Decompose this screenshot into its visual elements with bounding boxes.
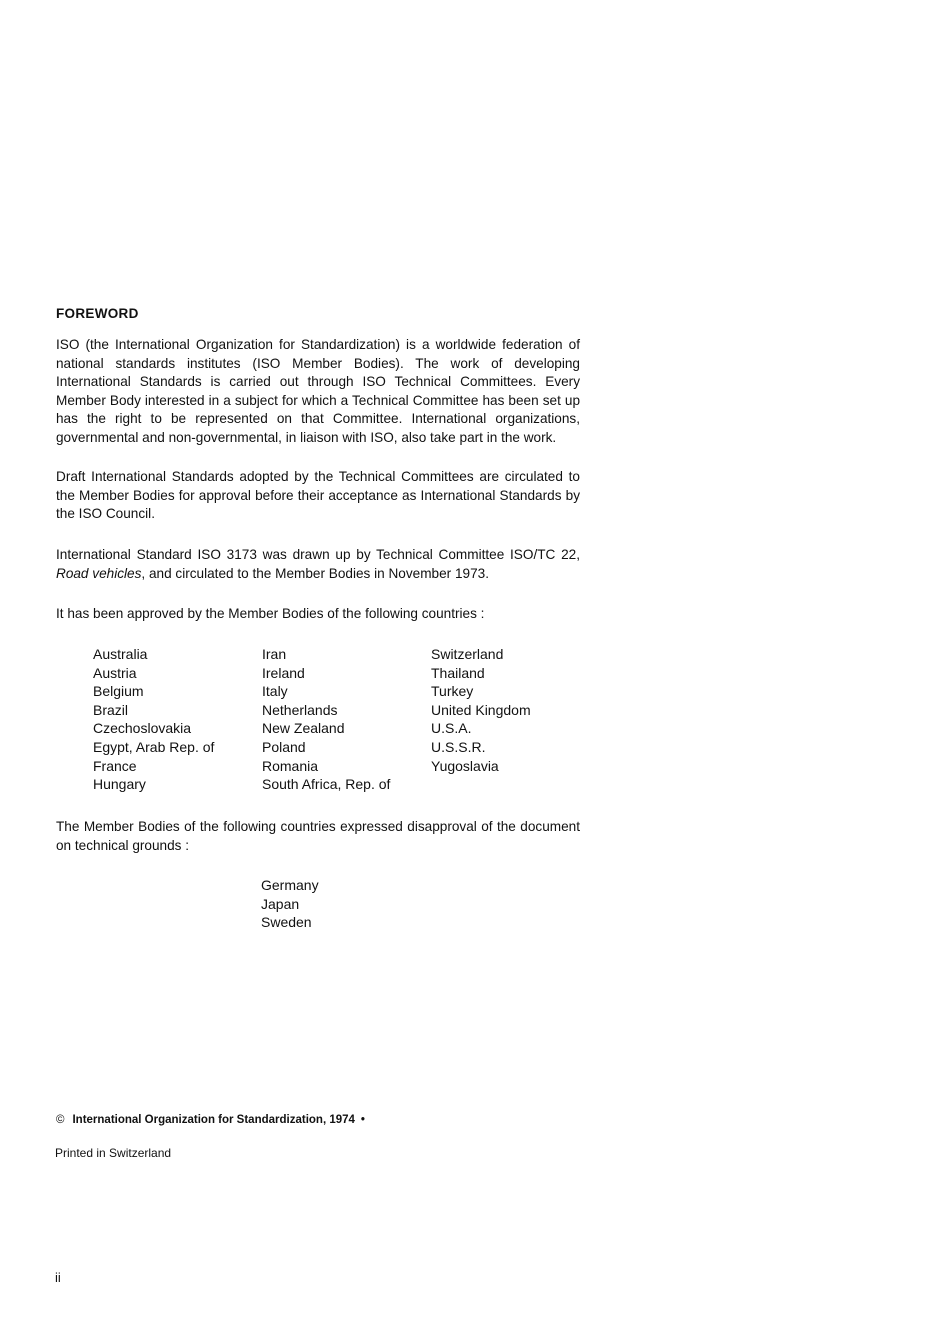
country-item: United Kingdom — [431, 701, 531, 718]
approved-countries-column-3 — [431, 645, 531, 775]
bullet-dot: • — [360, 1114, 365, 1126]
country-item: Sweden — [261, 914, 312, 931]
copyright-symbol: © — [56, 1114, 65, 1126]
country-item: Romania — [262, 757, 319, 774]
country-item: Japan — [261, 895, 300, 912]
country-item: Iran — [262, 646, 287, 662]
foreword-paragraph-2: Draft International Standards adopted by the Technical Committees are circulated to the Member Bodies for approval before their acceptance as International Standards by the ISO Council. — [56, 469, 580, 522]
country-item: Switzerland — [431, 646, 504, 662]
approval-intro: It has been approved by the Member Bodies of the following countries : — [56, 606, 485, 621]
page-number: ii — [55, 1270, 61, 1285]
country-item: U.S.S.R. — [431, 738, 486, 755]
committee-title-italic: Road vehicles — [56, 565, 142, 581]
country-item: New Zealand — [262, 720, 345, 737]
copyright-text: International Organization for Standardization, 1974 — [72, 1114, 355, 1126]
disapproval-intro: The Member Bodies of the following countries expressed disapproval of the document on technical grounds : — [56, 819, 580, 853]
country-item: Italy — [262, 683, 288, 700]
country-item: Belgium — [93, 683, 144, 700]
paragraph-3-text-end: , and circulated to the Member Bodies in November 1973. — [141, 565, 489, 581]
country-item: U.S.A. — [431, 720, 472, 737]
foreword-paragraph-3 — [56, 546, 580, 583]
disapproving-countries-list — [261, 876, 319, 932]
country-item: Thailand — [431, 664, 485, 681]
country-item: Egypt, Arab Rep. of — [93, 738, 215, 755]
paragraph-3-text-start: International Standard ISO 3173 was drawn up by Technical Committee ISO/TC 22, — [56, 547, 580, 562]
country-item: Yugoslavia — [431, 757, 499, 774]
country-item: Turkey — [431, 683, 474, 700]
country-item: Germany — [261, 877, 319, 893]
country-item: Czechoslovakia — [93, 720, 192, 737]
country-item: South Africa, Rep. of — [262, 776, 391, 793]
country-item: France — [93, 757, 137, 774]
country-item: Ireland — [262, 664, 305, 681]
country-item: Austria — [93, 664, 137, 681]
country-item: Netherlands — [262, 701, 338, 718]
copyright-notice — [56, 1114, 365, 1126]
foreword-paragraph-1: ISO (the International Organization for Standardization) is a worldwide federation of national standards institutes (ISO Member Bodies). The work of developing International Standards is carried out through ISO Technical Committees. Every Member Body interested in a subject for which a Technical Committee has been set up has the right to be represented on that Committee. International organizations, governmental and non-governmental, in liaison with ISO, also take part in the work. — [56, 337, 580, 445]
foreword-heading: FOREWORD — [56, 306, 139, 321]
approved-countries-column-1 — [93, 645, 214, 794]
country-item: Hungary — [93, 776, 146, 793]
country-item: Australia — [93, 646, 148, 662]
country-item: Brazil — [93, 701, 129, 718]
printed-in-note: Printed in Switzerland — [55, 1146, 172, 1160]
country-item: Poland — [262, 738, 306, 755]
approved-countries-column-2 — [262, 645, 390, 794]
